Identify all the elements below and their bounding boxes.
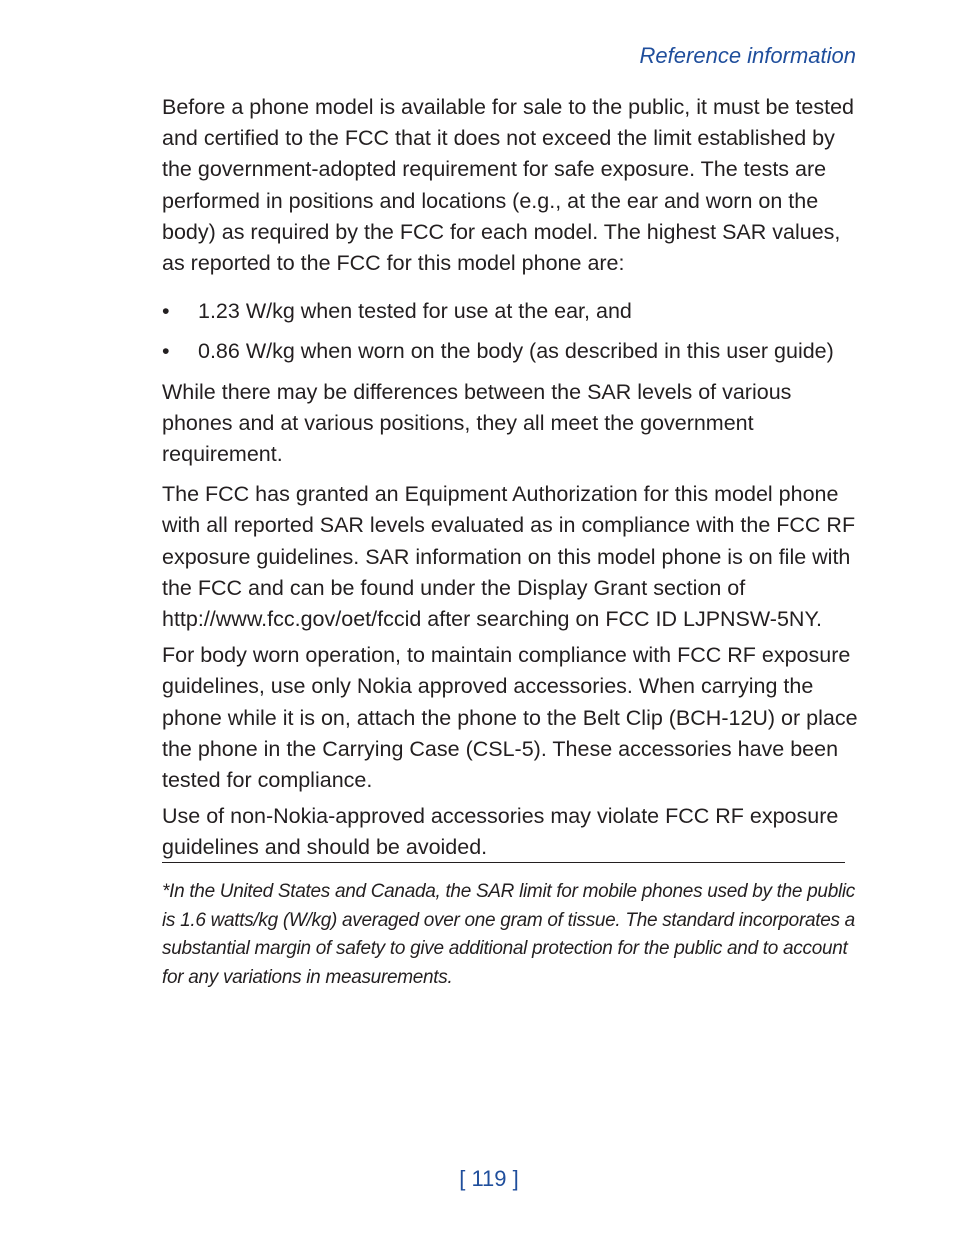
paragraph-body-worn: For body worn operation, to maintain compliance with FCC RF exposure guidelines, use only Nokia approved accessories. When carrying the phone while it is on, attach the phone to the Belt Clip (BCH-12U) or place the phone in the Carrying Case (CSL-5). These accessories have been tested for compliance. bbox=[162, 643, 858, 793]
main-content bbox=[162, 92, 862, 864]
paragraph-sar-differences: While there may be differences between the SAR levels of various phones and at various positions, they all meet the government requirement. bbox=[162, 379, 792, 467]
footnote bbox=[162, 878, 862, 992]
sar-values-list bbox=[162, 296, 862, 367]
paragraph-fcc-authorization: The FCC has granted an Equipment Authorization for this model phone with all reported SAR levels evaluated as in compliance with the FCC RF exposure guidelines. SAR information on this model phone is on file with the FCC and can be found under the Display Grant section of http://www.fcc.gov/oet/fccid after searching on FCC ID LJPNSW-5NY. bbox=[162, 482, 856, 632]
paragraph-sar-testing: Before a phone model is available for sale to the public, it must be tested and certified to the FCC that it does not exceed the limit established by the government-adopted requirement for safe exposure. The tests are performed in positions and locations (e.g., at the ear and worn on the body) as required by the FCC for each model. The highest SAR values, as reported to the FCC for this model phone are: bbox=[162, 95, 854, 276]
page-number: [ 119 ] bbox=[459, 1166, 519, 1191]
paragraph-non-nokia-accessories: Use of non-Nokia-approved accessories may violate FCC RF exposure guidelines and should be avoided. bbox=[162, 804, 839, 860]
list-item-text: 0.86 W/kg when worn on the body (as described in this user guide) bbox=[198, 339, 834, 364]
list-item-text: 1.23 W/kg when tested for use at the ear, and bbox=[198, 299, 632, 324]
list-item bbox=[162, 336, 862, 367]
footnote-text: *In the United States and Canada, the SAR limit for mobile phones used by the public is 1.6 watts/kg (W/kg) averaged over one gram of tissue. The standard incorporates a substantial margin of safety to give additional protection for the public and to account for any variations in measurements. bbox=[162, 881, 856, 988]
bullet-icon: • bbox=[162, 299, 170, 324]
footnote-divider bbox=[162, 862, 845, 863]
bullet-icon: • bbox=[162, 339, 170, 364]
list-item bbox=[162, 296, 862, 327]
running-header: Reference information bbox=[639, 43, 856, 68]
